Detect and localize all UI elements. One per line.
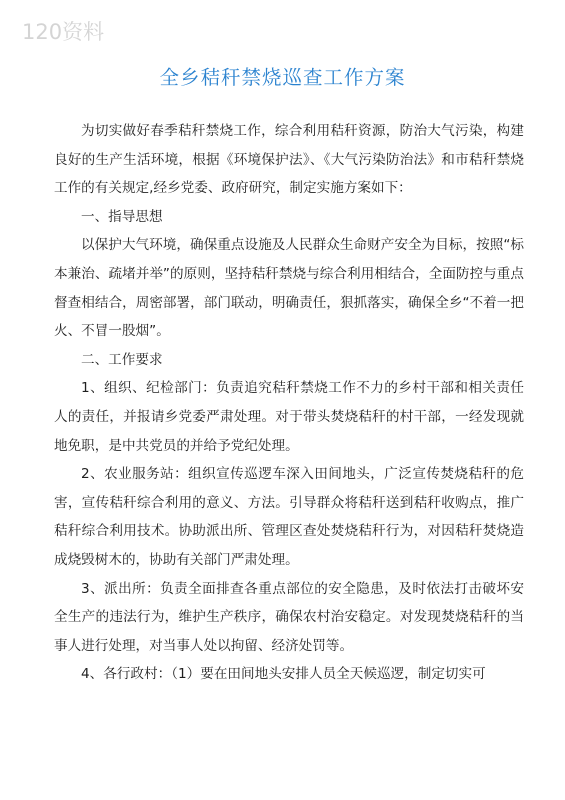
requirement-item-2: 2、农业服务站：组织宣传巡逻车深入田间地头，广泛宣传焚烧秸秆的危害，宣传秸秆综合利用的意义、方法。引导群众将秸秆送到秸秆收购点，推广秸秆综合利用技术。协助派出所、管理区查处焚烧秸秆行为，对因秸秆焚烧造成烧毁树木的，协助有关部门严肃处理。 xyxy=(54,466,524,568)
section-heading-work-requirements: 二、工作要求 xyxy=(81,351,163,368)
section-heading-guiding-thought: 一、指导思想 xyxy=(81,208,163,225)
intro-paragraph: 为切实做好春季秸秆禁烧工作，综合利用秸秆资源，防治大气污染，构建良好的生产生活环境，根据《环境保护法》、《大气污染防治法》和市秸秆禁烧工作的有关规定,经乡党委、政府研究，制定实施方案如下： xyxy=(54,123,524,197)
document-body xyxy=(54,117,524,689)
guiding-thought-paragraph: 以保护大气环境，确保重点设施及人民群众生命财产安全为目标，按照“标本兼治、疏堵并举”的原则，坚持秸秆禁烧与综合利用相结合，全面防控与重点督查相结合，周密部署，部门联动，明确责任，狠抓落实，确保全乡“不着一把火、不冒一股烟”。 xyxy=(54,237,524,340)
requirement-item-1: 1、组织、纪检部门：负责追究秸秆禁烧工作不力的乡村干部和相关责任人的责任，并报请乡党委严肃处理。对于带头焚烧秸秆的村干部，一经发现就地免职，是中共党员的并给予党纪处理。 xyxy=(54,380,524,454)
document-title: 全乡秸秆禁烧巡查工作方案 xyxy=(159,66,406,89)
requirement-item-4: 4、各行政村：（1）要在田间地头安排人员全天候巡逻，制定切实可 xyxy=(81,666,486,683)
watermark: 120资料 xyxy=(22,20,105,44)
requirement-item-3: 3、派出所：负责全面排查各重点部位的安全隐患，及时依法打击破坏安全生产的违法行为，维护生产秩序，确保农村治安稳定。对发现焚烧秸秆的当事人进行处理，对当事人处以拘留、经济处罚等。 xyxy=(54,580,524,654)
